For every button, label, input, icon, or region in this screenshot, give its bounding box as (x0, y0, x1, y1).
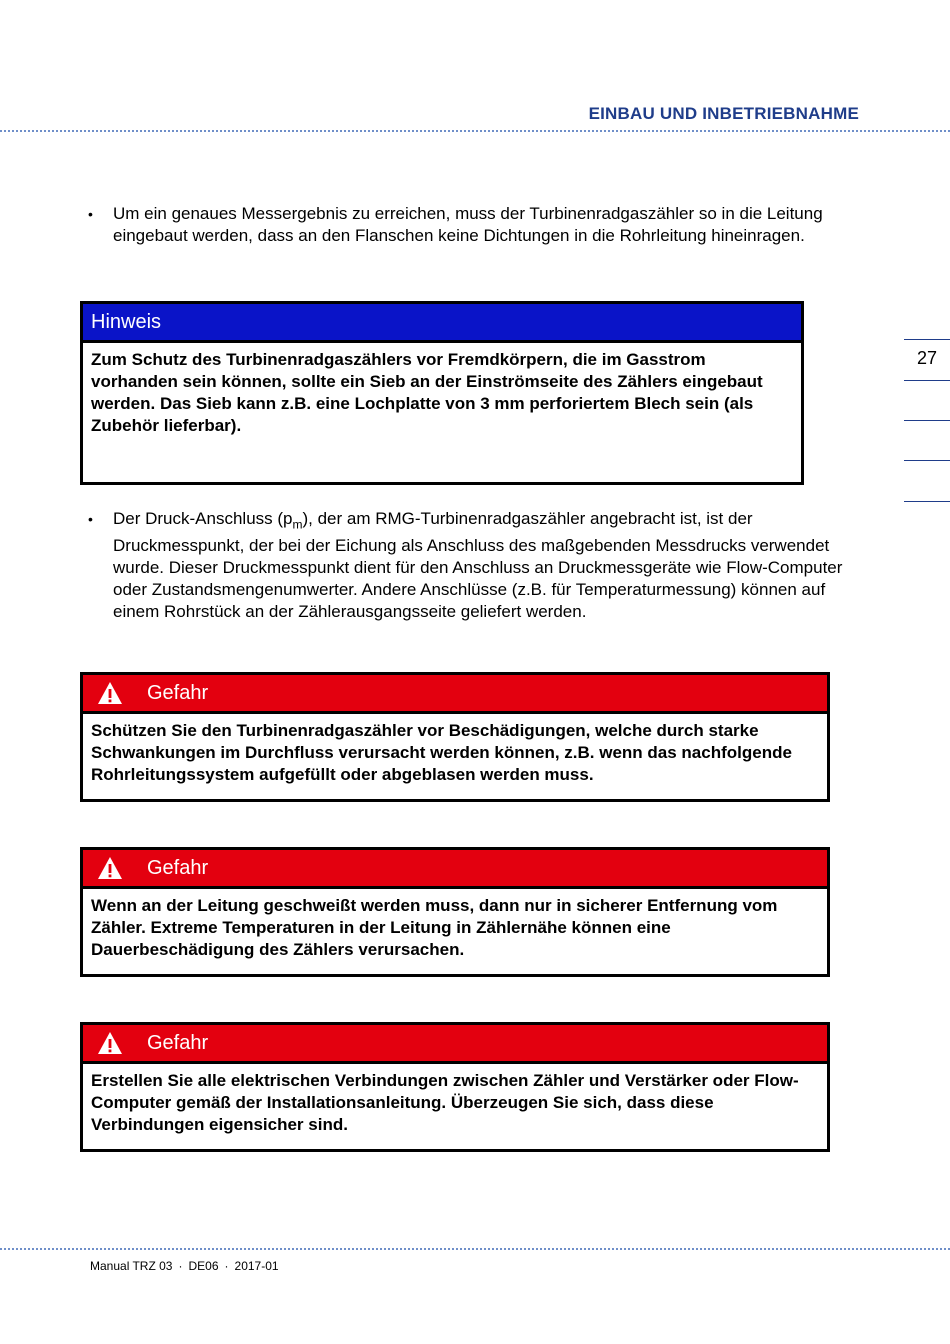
danger-header (83, 850, 827, 889)
danger-box (80, 672, 830, 802)
list-item (88, 508, 863, 623)
note-box (80, 301, 804, 485)
danger-body: Erstellen Sie alle elektrischen Verbindungen zwischen Zähler und Verstärker oder Flow-Computer gemäß der Installationsanleitung. Überzeugen Sie sich, dass diese Verbindungen eigensicher sind. (91, 1071, 799, 1134)
footer-separator: · (224, 1259, 229, 1273)
footer-language: DE06 (188, 1259, 219, 1273)
list-item (88, 203, 863, 247)
list-item-text: Um ein genaues Messergebnis zu erreichen, muss der Turbinenradgaszähler so in die Leitung eingebaut werden, dass an den Flanschen keine Dichtungen in die Rohrleitung hineinragen. (113, 204, 823, 245)
page-marker-line (904, 420, 950, 421)
danger-body: Wenn an der Leitung geschweißt werden muss, dann nur in sicherer Entfernung vom Zähler. Extreme Temperaturen in der Leitung in Zählernähe können eine Dauerbeschädigung des Zählers verursachen. (91, 896, 778, 959)
footer-divider (0, 1248, 950, 1250)
danger-title: Gefahr (147, 1032, 209, 1054)
footer-manual: Manual TRZ 03 (90, 1259, 173, 1273)
section-title: EINBAU UND INBETRIEBNAHME (588, 104, 859, 123)
footer-date: 2017-01 (234, 1259, 279, 1273)
warning-triangle-icon (97, 1031, 123, 1055)
page-marker-line (904, 380, 950, 381)
list-item-text: Der Druck-Anschluss $(p_m)$, der am RMG-Turbinenradgaszähler angebracht ist, ist der Druckmesspunkt, der bei der Eichung als Anschluss des maßgebenden Messdrucks verwendet wurde. Dieser Druckmesspunkt dient für den Anschluss an Druckmessgeräte wie Flow-Computer oder Zustandsmengenumwerter. Andere Anschlüsse (z.B. für Temperaturmessung) können auf einem Rohrstück an der Zählerausgangsseite geliefert werden. (113, 509, 843, 622)
danger-box (80, 1022, 830, 1152)
note-body: Zum Schutz des Turbinenradgaszählers vor Fremdkörpern, die im Gasstrom vorhanden sein können, sollte ein Sieb an der Einströmseite des Zählers eingebaut werden. Das Sieb kann z.B. eine Lochplatte von 3 mm perforiertem Blech sein (als Zubehör lieferbar). (91, 350, 763, 435)
danger-header (83, 1025, 827, 1064)
note-title: Hinweis (83, 304, 801, 343)
page-marker-line (904, 460, 950, 461)
danger-box (80, 847, 830, 977)
warning-triangle-icon (97, 856, 123, 880)
danger-header (83, 675, 827, 714)
footer-separator: · (178, 1259, 183, 1273)
warning-triangle-icon (97, 681, 123, 705)
page-number: 27 (916, 348, 938, 368)
bullet-icon: • (88, 206, 93, 222)
header-divider (0, 130, 950, 132)
danger-title: Gefahr (147, 682, 209, 704)
danger-title: Gefahr (147, 857, 209, 879)
bullet-icon: • (88, 511, 93, 527)
footer (90, 1259, 279, 1273)
page-marker-line (904, 501, 950, 502)
page-marker-line (904, 339, 950, 340)
danger-body: Schützen Sie den Turbinenradgaszähler vor Beschädigungen, welche durch starke Schwankungen im Durchfluss verursacht werden können, z.B. wenn das nachfolgende Rohrleitungssystem aufgefüllt oder abgeblasen werden muss. (91, 721, 792, 784)
